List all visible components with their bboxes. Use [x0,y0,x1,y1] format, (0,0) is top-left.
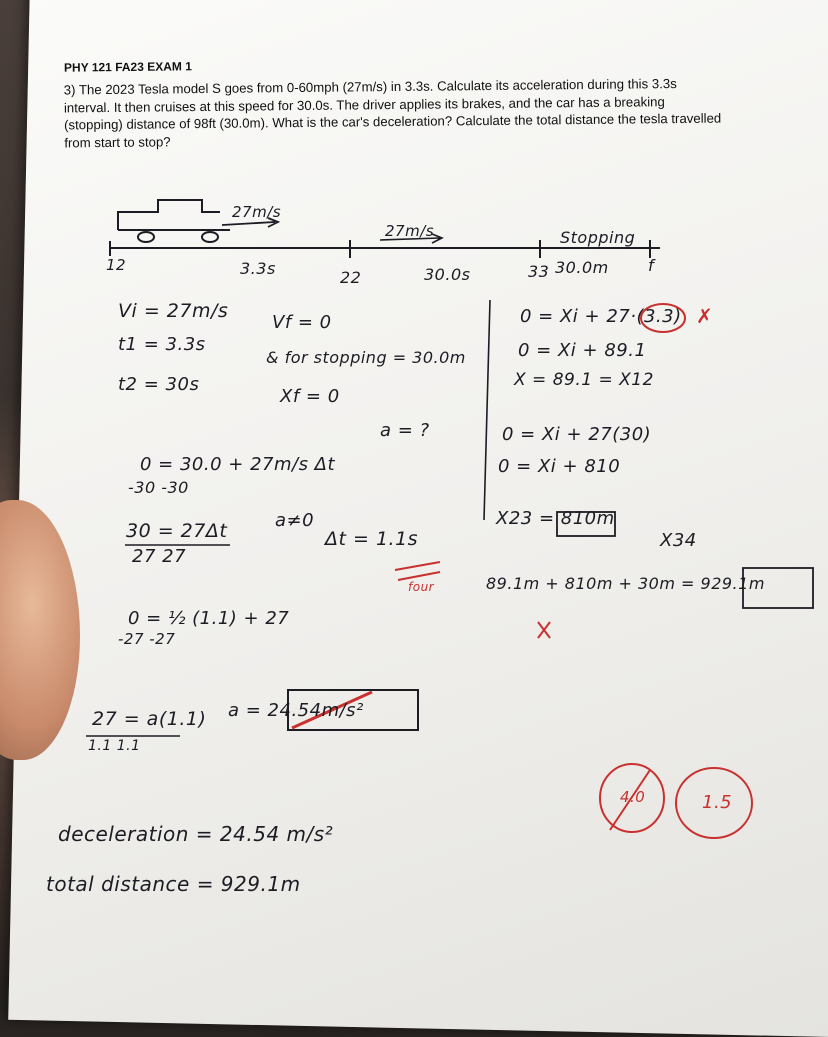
equation-3: 0 = ½ (1.1) + 27 [128,608,290,629]
right-eq-3: X = 89.1 = X12 [514,370,654,390]
t2-line: t2 = 30s [118,374,200,395]
question-text: 3) The 2023 Tesla model S goes from 0-60mph (27m/s) in 3.3s. Calculate its acceleration during this 3.3s interval. It then cruises at this speed for 30.0s. The driver applies its brakes, and the car has a breaking (stopping) distance of 98ft (30.0m). What is the car's deceleration? Calculate the total distance the tesla travelled from start to stop? [63,76,722,150]
equation-3b: -27 -27 [118,630,176,648]
right-total-sum: 89.1m + 810m + 30m = 929.1m [486,574,765,593]
total-distance-answer: total distance = 929.1m [46,872,301,896]
tick-end: 33 [528,262,550,281]
right-eq-5: 0 = Xi + 810 [498,456,621,477]
red-note: four [408,580,435,594]
equation-4: 27 = a(1.1) [92,708,207,730]
stopping-label: Stopping [560,228,636,247]
vf-line: Vf = 0 [272,312,332,333]
vi-line: Vi = 27m/s [118,300,229,322]
stop-dist-line: & for stopping = 30.0m [266,348,466,367]
a-not-zero: a≠0 [275,510,315,531]
a-result: a = 24.54m/s² [228,700,364,721]
segment3-dist: 30.0m [555,258,609,277]
t1-line: t1 = 3.3s [118,334,206,355]
deceleration-answer: deceleration = 24.54 m/s² [58,822,334,846]
right-eq-1: 0 = Xi + 27·(3.3) [520,306,682,327]
equation-1b: -30 -30 [128,478,189,497]
tick-start: 12 [106,256,127,274]
right-eq-6: X23 = 810m [496,508,615,529]
delta-t: Δt = 1.1s [325,528,419,550]
end-mark: f [648,256,655,275]
right-x34: X34 [660,530,697,551]
score-circle: 1.5 [702,792,733,813]
segment1-time: 3.3s [240,259,276,278]
equation-2: 30 = 27Δt [126,520,228,542]
segment2-time: 30.0s [424,265,471,284]
equation-1: 0 = 30.0 + 27m/s Δt [140,454,336,475]
red-x-mark: ✗ [696,304,714,328]
xf-line: Xf = 0 [280,386,340,407]
course-header: PHY 121 FA23 EXAM 1 [63,59,192,75]
crossed-score: 4.0 [620,788,646,806]
equation-4b: 1.1 1.1 [88,738,141,754]
tick-mid: 22 [340,268,362,287]
cruise-speed-label: 27m/s [385,222,435,240]
car-speed-label: 27m/s [232,203,282,221]
right-eq-4: 0 = Xi + 27(30) [502,424,652,445]
equation-2b: 27 27 [132,546,187,567]
a-question: a = ? [380,420,430,441]
right-eq-2: 0 = Xi + 89.1 [518,340,647,361]
